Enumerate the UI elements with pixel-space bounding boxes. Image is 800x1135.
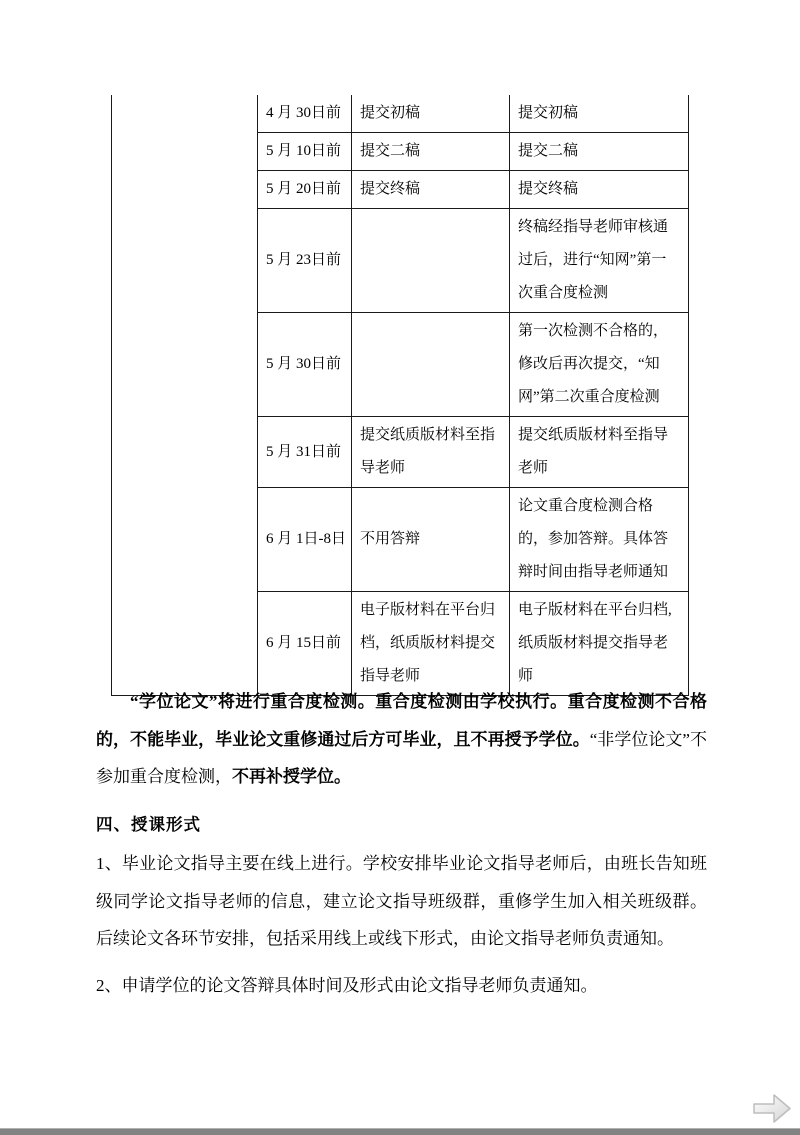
table-cell-arrangement: 电子版材料在平台归档,纸质版材料提交指导老师 <box>510 592 689 696</box>
table-cell-arrangement: 提交初稿 <box>510 95 689 133</box>
table-cell-date: 4 月 30日前 <box>258 95 352 133</box>
page-bottom-bar <box>0 1128 800 1135</box>
table-cell-arrangement: 终稿经指导老师审核通过后，进行“知网”第一次重合度检测 <box>510 209 689 313</box>
table-cell-arrangement: 提交终稿 <box>510 171 689 209</box>
table-cell-plan <box>352 313 510 417</box>
notice-bold-segment: “学位论文”将进行重合度检测。重合度检测由学校执行。重合度检测不合格的，不能毕业，毕业论文重修通过后方可毕业，且不再授予学位。 <box>96 692 707 749</box>
next-page-arrow-icon[interactable] <box>751 1091 793 1127</box>
paragraph-1: 1、毕业论文指导主要在线上进行。学校安排毕业论文指导老师后，由班长告知班级同学论文指导老师的信息，建立论文指导班级群，重修学生加入相关班级群。后续论文各环节安排，包括采用线上或线下形式，由论文指导老师负责通知。 <box>96 854 707 948</box>
table-cell-date: 6 月 1日-8日 <box>258 488 352 592</box>
table-cell-date: 5 月 10日前 <box>258 133 352 171</box>
table-cell-plan <box>352 209 510 313</box>
table-cell-arrangement: 第一次检测不合格的，修改后再次提交，“知网”第二次重合度检测 <box>510 313 689 417</box>
table-cell-plan: 不用答辩 <box>352 488 510 592</box>
section-heading: 四、授课形式 <box>96 816 201 834</box>
table-cell-plan: 提交二稿 <box>352 133 510 171</box>
notice-bold-segment: 不再补授学位。 <box>232 767 351 786</box>
table-cell-date: 5 月 23日前 <box>258 209 352 313</box>
table-cell-plan: 提交初稿 <box>352 95 510 133</box>
table-cell-arrangement: 论文重合度检测合格的，参加答辩。具体答辩时间由指导老师通知 <box>510 488 689 592</box>
table-cell-date: 5 月 31日前 <box>258 417 352 488</box>
notice-paragraph <box>96 683 707 796</box>
table-cell-date: 5 月 20日前 <box>258 171 352 209</box>
table-cell-stage-merged <box>112 95 258 696</box>
notice-normal-segment: “非学位论文”不参加重合度检测， <box>96 729 708 786</box>
schedule-table <box>111 95 689 696</box>
table-row <box>112 95 689 133</box>
table-cell-plan: 提交纸质版材料至指导老师 <box>352 417 510 488</box>
table-cell-plan: 电子版材料在平台归档，纸质版材料提交指导老师 <box>352 592 510 696</box>
paragraph-2: 2、申请学位的论文答辩具体时间及形式由论文指导老师负责通知。 <box>96 976 598 995</box>
table-cell-date: 5 月 30日前 <box>258 313 352 417</box>
table-cell-plan: 提交终稿 <box>352 171 510 209</box>
table-cell-arrangement: 提交二稿 <box>510 133 689 171</box>
table-cell-date: 6 月 15日前 <box>258 592 352 696</box>
table-cell-arrangement: 提交纸质版材料至指导老师 <box>510 417 689 488</box>
